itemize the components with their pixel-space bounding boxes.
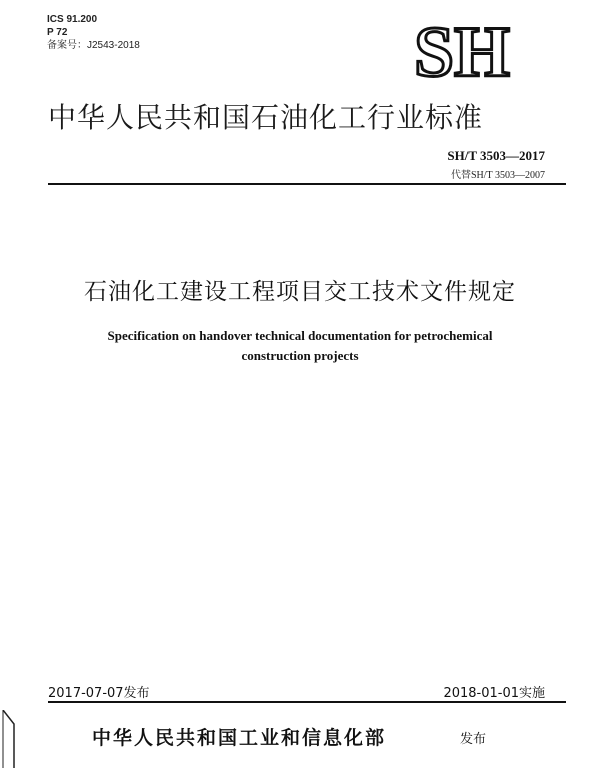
replaces-standard: 代替SH/T 3503—2007 [451,170,545,181]
main-title: 中华人民共和国石油化工行业标准 [48,101,484,134]
standard-number: SH/T 3503—2017 [447,148,545,163]
bottom-rule [48,701,566,703]
issue-date: 2017-07-07发布 [48,686,150,701]
top-rule [48,183,566,185]
document-title-en [0,326,600,366]
issuing-ministry: 中华人民共和国工业和信息化部 [92,727,387,749]
filing-number: 备案号：J2543-2018 [47,40,140,51]
sh-logo [393,20,531,82]
ccs-code: P 72 [47,27,68,38]
title-en-line1: Specification on handover technical documentation for petrochemical [107,328,493,343]
document-title-cn: 石油化工建设工程项目交工技术文件规定 [84,279,516,305]
binding-mark-icon [0,710,20,768]
publish-label: 发布 [460,732,487,747]
title-en-line2: construction projects [241,348,359,363]
sh-logo-text: SH [413,20,511,82]
ics-code: ICS 91.200 [47,14,98,25]
implementation-date: 2018-01-01实施 [443,686,545,701]
